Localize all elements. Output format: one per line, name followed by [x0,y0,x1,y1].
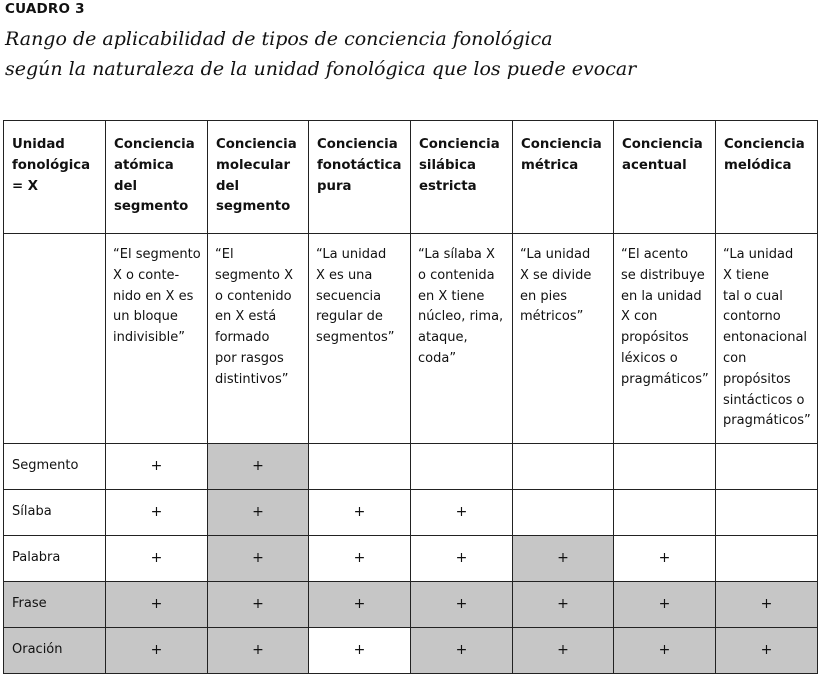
table-cell: + [309,536,411,582]
table-cell: + [716,628,818,674]
table-row [4,490,818,536]
row-unit-label: Sílaba [4,490,106,536]
header-unit: Unidad fonológica = X [4,121,106,234]
table-cell: + [309,490,411,536]
desc-unit [4,234,106,444]
table-cell: + [106,628,208,674]
table-label: CUADRO 3 [5,1,85,17]
table-cell: + [208,582,309,628]
table-cell [411,444,513,490]
header-accentual: Conciencia acentual [614,121,716,234]
table-cell: + [411,536,513,582]
table-cell: + [411,490,513,536]
table-cell [513,490,614,536]
table-cell: + [106,582,208,628]
table-cell: + [106,490,208,536]
table-cell: + [614,628,716,674]
table-cell: + [208,444,309,490]
table-cell: + [513,582,614,628]
header-metric: Conciencia métrica [513,121,614,234]
table-cell [614,444,716,490]
desc-atomic: “El segmento X o conte- nido en X es un bloque indivisible” [106,234,208,444]
description-row [4,234,818,444]
row-unit-label: Oración [4,628,106,674]
row-unit-label: Frase [4,582,106,628]
header-phonotactic: Conciencia fonotáctica pura [309,121,411,234]
desc-phonotactic: “La unidad X es una secuencia regular de segmentos” [309,234,411,444]
table-cell: + [208,536,309,582]
desc-syllabic: “La sílaba X o contenida en X tiene núcleo, rima, ataque, coda” [411,234,513,444]
table-cell [614,490,716,536]
table-row [4,582,818,628]
header-melodic: Conciencia melódica [716,121,818,234]
table-cell: + [208,628,309,674]
header-row [4,121,818,234]
row-unit-label: Palabra [4,536,106,582]
table-cell: + [614,536,716,582]
header-molecular: Conciencia molecular del segmento [208,121,309,234]
table-cell: + [309,582,411,628]
table-cell: + [106,536,208,582]
table-title [5,24,636,84]
desc-accentual: “El acento se distribuye en la unidad X con propósitos léxicos o pragmáticos” [614,234,716,444]
table-cell: + [309,628,411,674]
table-cell: + [716,582,818,628]
table-cell [716,444,818,490]
desc-melodic: “La unidad X tiene tal o cual contorno entonacional con propósitos sintácticos o pragmáticos” [716,234,818,444]
table-cell [716,490,818,536]
table-row [4,628,818,674]
desc-metric: “La unidad X se divide en pies métricos” [513,234,614,444]
table-cell: + [411,628,513,674]
header-atomic: Conciencia atómica del segmento [106,121,208,234]
table-cell: + [411,582,513,628]
table-row [4,444,818,490]
table-cell: + [513,536,614,582]
title-line-1: Rango de aplicabilidad de tipos de conciencia fonológica [5,28,553,50]
table-cell: + [513,628,614,674]
table-cell: + [614,582,716,628]
desc-molecular: “El segmento X o contenido en X está formado por rasgos distintivos” [208,234,309,444]
table-cell: + [106,444,208,490]
row-unit-label: Segmento [4,444,106,490]
title-line-2: según la naturaleza de la unidad fonológica que los puede evocar [5,58,637,80]
table-cell [716,536,818,582]
table-cell: + [208,490,309,536]
header-syllabic: Conciencia silábica estricta [411,121,513,234]
table-cell [513,444,614,490]
phonological-awareness-table [3,120,818,674]
table-row [4,536,818,582]
table-cell [309,444,411,490]
